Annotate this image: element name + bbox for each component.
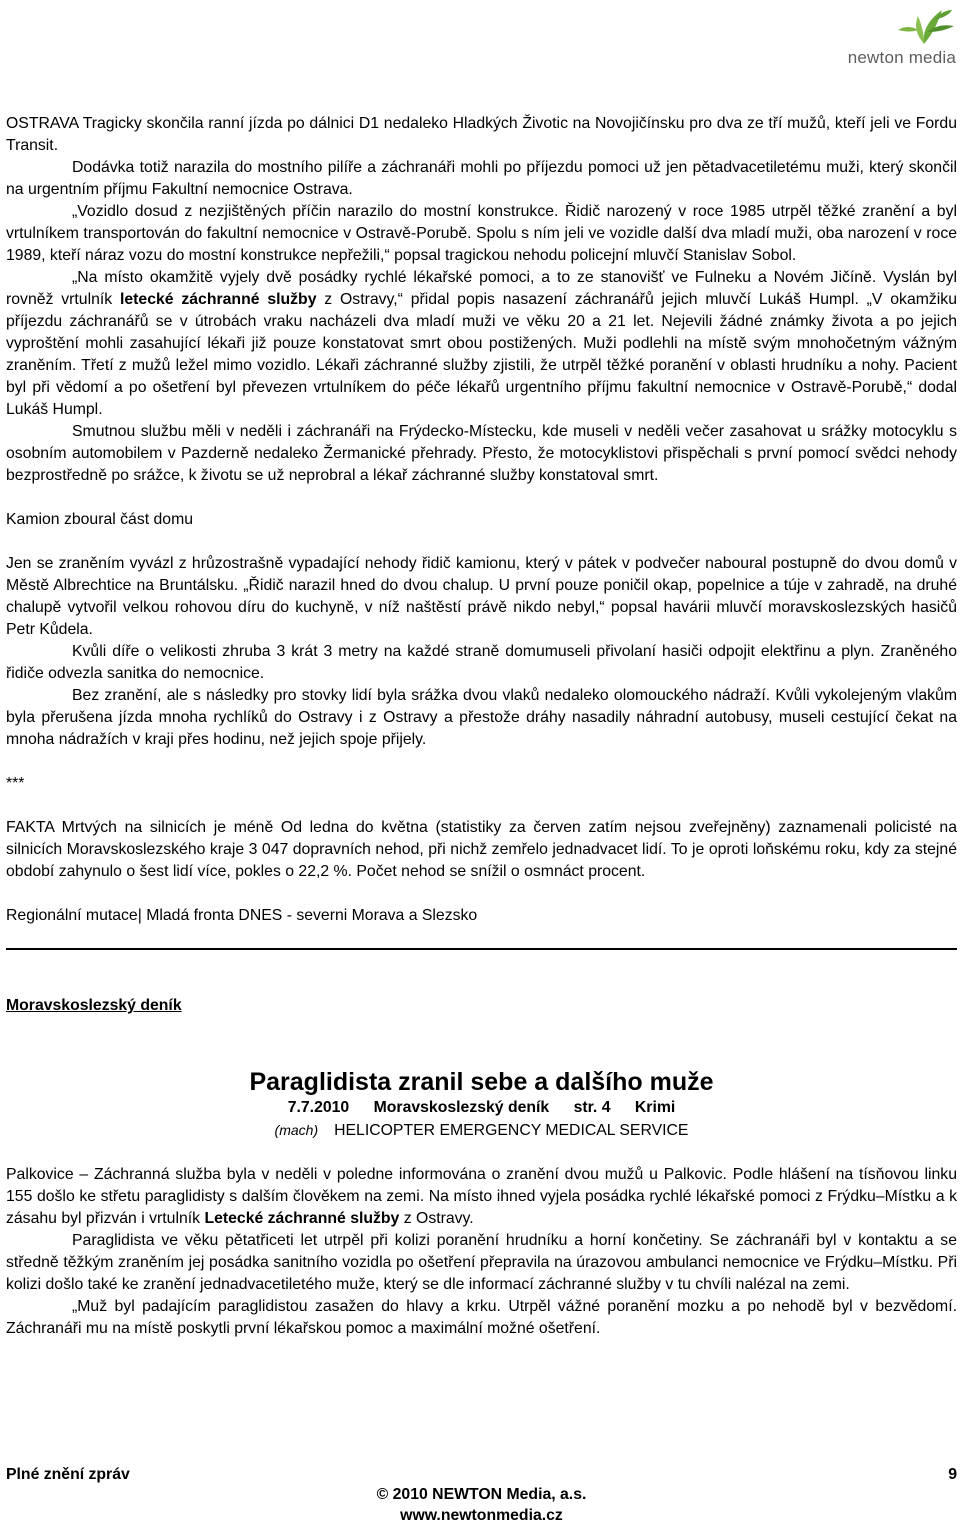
copyright: © 2010 NEWTON Media, a.s. bbox=[376, 1486, 587, 1503]
article-date: 7.7.2010 bbox=[287, 1099, 350, 1116]
article-headline: Paraglidista zranil sebe a dalšího muže bbox=[249, 1068, 714, 1096]
article-author: (mach) bbox=[274, 1122, 319, 1138]
logo-text: newton media bbox=[847, 48, 956, 67]
text-run: Palkovice – Záchranná služba byla v neděli v poledne informována o zranění dvou mužů u Palkovic. Podle hlášení na tísňovou linku 155 došlo ke střetu paraglidisty s dalším člověkem na zemi. Na místo ihned vyjela posádka rychlé lékařské pomoci z Frýdku–Místku a k zásahu byl přizván i vrtulník bbox=[6, 1166, 957, 1227]
leaf-bird-icon bbox=[894, 4, 956, 48]
paragraph: Kvůli díře o velikosti zhruba 3 krát 3 metry na každé straně domumuseli přivolaní hasiči odpojit elektřinu a plyn. Zraněného řidiče odvezla sanitka do nemocnice. bbox=[6, 643, 957, 682]
paragraph: Bez zranění, ale s následky pro stovky lidí byla srážka dvou vlaků nedaleko olomouckého nádraží. Kvůli vykolejeným vlakům byla přerušena jízda mnoha rychlíků do Ostravy i z Ostravy a přestože dráhy nasadily náhradní autobusy, museli cestující čekat na mnoha nádražích v kraji přes hodinu, než jejich spoje přijely. bbox=[6, 687, 957, 748]
paragraph bbox=[6, 1164, 957, 1230]
footer-label: Plné znění zpráv bbox=[6, 1466, 130, 1483]
horizontal-rule bbox=[6, 948, 957, 950]
regional-edition: Regionální mutace| Mladá fronta DNES - severni Morava a Slezsko bbox=[6, 907, 478, 924]
article-page: str. 4 bbox=[573, 1099, 611, 1116]
spacer bbox=[6, 487, 957, 509]
paragraph: Paraglidista ve věku pětatřiceti let utrpěl při kolizi poranění hrudníku a horní končetiny. Se záchranáři byl v kontaktu a se středně těžkým zraněním jej posádka sanitního vozidla po ošetření přepravila na úrazovou ambulanci nemocnice ve Frýdku–Místku. Při kolizi došlo také ke zranění jednadvacetiletého muže, který se dle informací záchranné služby v tu chvíli nalézal na zemi. bbox=[6, 1232, 957, 1293]
spacer bbox=[6, 795, 957, 817]
article-keyword: HELICOPTER EMERGENCY MEDICAL SERVICE bbox=[334, 1122, 689, 1139]
paragraph: OSTRAVA Tragicky skončila ranní jízda po dálnici D1 nedaleko Hladkých Životic na Novojičínsku pro dva ze tří mužů, kteří jeli ve Fordu Transit. bbox=[6, 115, 957, 154]
highlight-keyword: letecké záchranné služby bbox=[119, 291, 317, 308]
document-body bbox=[6, 113, 957, 1340]
paragraph bbox=[6, 267, 957, 421]
page-number: 9 bbox=[948, 1466, 957, 1483]
paragraph: Smutnou službu měli v neděli i záchranáři na Frýdecko-Místecku, kde museli v neděli večer zasahovat u srážky motocyklu s osobním automobilem v Pazderně nedaleko Žermanické přehrady. Přesto, že motocyklistovi přispěchali s první pomocí svědci nehody bezprostředně po srážce, k životu se už neprobral a lékař záchranné služby konstatoval smrt. bbox=[6, 423, 957, 484]
article-paper: Moravskoslezský deník bbox=[373, 1099, 550, 1116]
paragraph: „Muž byl padajícím paraglidistou zasažen do hlavy a krku. Utrpěl vážné poranění mozku a po nehodě byl v bezvědomí. Záchranáři mu na místě poskytli první lékařskou pomoc a maximální možné ošetření. bbox=[6, 1298, 957, 1337]
spacer bbox=[6, 751, 957, 773]
spacer bbox=[6, 1142, 957, 1164]
newton-media-logo bbox=[824, 4, 956, 66]
text-run: z Ostravy,“ přidal popis nasazení záchranářů jejich mluvčí Lukáš Humpl. „V okamžiku příjezdu záchranářů se v útrobách vraku nacházeli dva mladí muži ve věku 20 a 21 let. Nejevili žádné známky života a po jejich vyproštění mohli zasahující lékaři již pouze konstatovat smrt obou postižených. Muži podlehli na místě svým mnohočetným vážným zraněním. Třetí z mužů ležel mimo vozidlo. Lékaři záchranné služby zjistili, že utrpěl těžké poranění v oblasti hrudníku a nohy. Pacient byl při vědomí a po ošetření byl převezen vrtulníkem do péče lékařů urgentního příjmu fakultní nemocnice v Ostravě-Porubě,“ dodal Lukáš Humpl. bbox=[6, 291, 957, 418]
text-run: „Na místo okamžitě vyjely dvě posádky rychlé lékařské pomoci, a to ze stanovišť ve Fulneku a Novém Jičíně. Vyslán byl rovněž vrtulník bbox=[6, 269, 957, 308]
facts-paragraph: FAKTA Mrtvých na silnicích je méně Od ledna do května (statistiky za červen zatím nejsou zveřejněny) zaznamenali policisté na silnicích Moravskoslezského kraje 3 047 dopravních nehod, při nichž zemřelo jednadvacet lidí. To je oproti loňskému roku, kdy za stejné období zahynulo o šest lidí více, pokles o 22,2 %. Počet nehod se snížil o osmnáct procent. bbox=[6, 819, 957, 880]
article-meta bbox=[6, 1097, 957, 1119]
source-title: Moravskoslezský deník bbox=[6, 997, 182, 1014]
website-link[interactable]: www.newtonmedia.cz bbox=[400, 1507, 563, 1524]
separator-stars: *** bbox=[6, 775, 25, 792]
paragraph: „Vozidlo dosud z nezjištěných příčin narazilo do mostní konstrukce. Řidič narozený v roce 1985 utrpěl těžké zranění a byl vrtulníkem transportován do fakultní nemocnice v Ostravě-Porubě. Spolu s ním jeli ve vozidle další dva mladí muži, oba narození v roce 1989, kteří náraz vozu do mostní konstrukce nepřežili,“ popsal tragickou nehodu policejní mluvčí Stanislav Sobol. bbox=[6, 203, 957, 264]
article-byline bbox=[6, 1119, 957, 1142]
paragraph: Dodávka totiž narazila do mostního pilíře a záchranáři mohli po příjezdu pomoci už jen pětadvacetiletému muži, který skončil na urgentním příjmu Fakultní nemocnice Ostrava. bbox=[6, 159, 957, 198]
subheading: Kamion zboural část domu bbox=[6, 511, 194, 528]
article-section: Krimi bbox=[634, 1099, 676, 1116]
highlight-keyword: Letecké záchranné služby bbox=[204, 1210, 400, 1227]
paragraph: Jen se zraněním vyvázl z hrůzostrašně vypadající nehody řidič kamionu, který v pátek v podvečer naboural postupně do dvou domů v Městě Albrechtice na Bruntálsku. „Řidič narazil hned do dvou chalup. U první pouze poničil okap, popelnice a túje v zahradě, na druhé chalupě vytvořil velkou rohovou díru do kuchyně, v níž naštěstí právě nikdo nebyl,“ popsal havárii mluvčí moravskoslezských hasičů Petr Kůdela. bbox=[6, 555, 957, 638]
spacer bbox=[6, 883, 957, 905]
text-run: z Ostravy. bbox=[399, 1210, 474, 1227]
spacer bbox=[6, 531, 957, 553]
